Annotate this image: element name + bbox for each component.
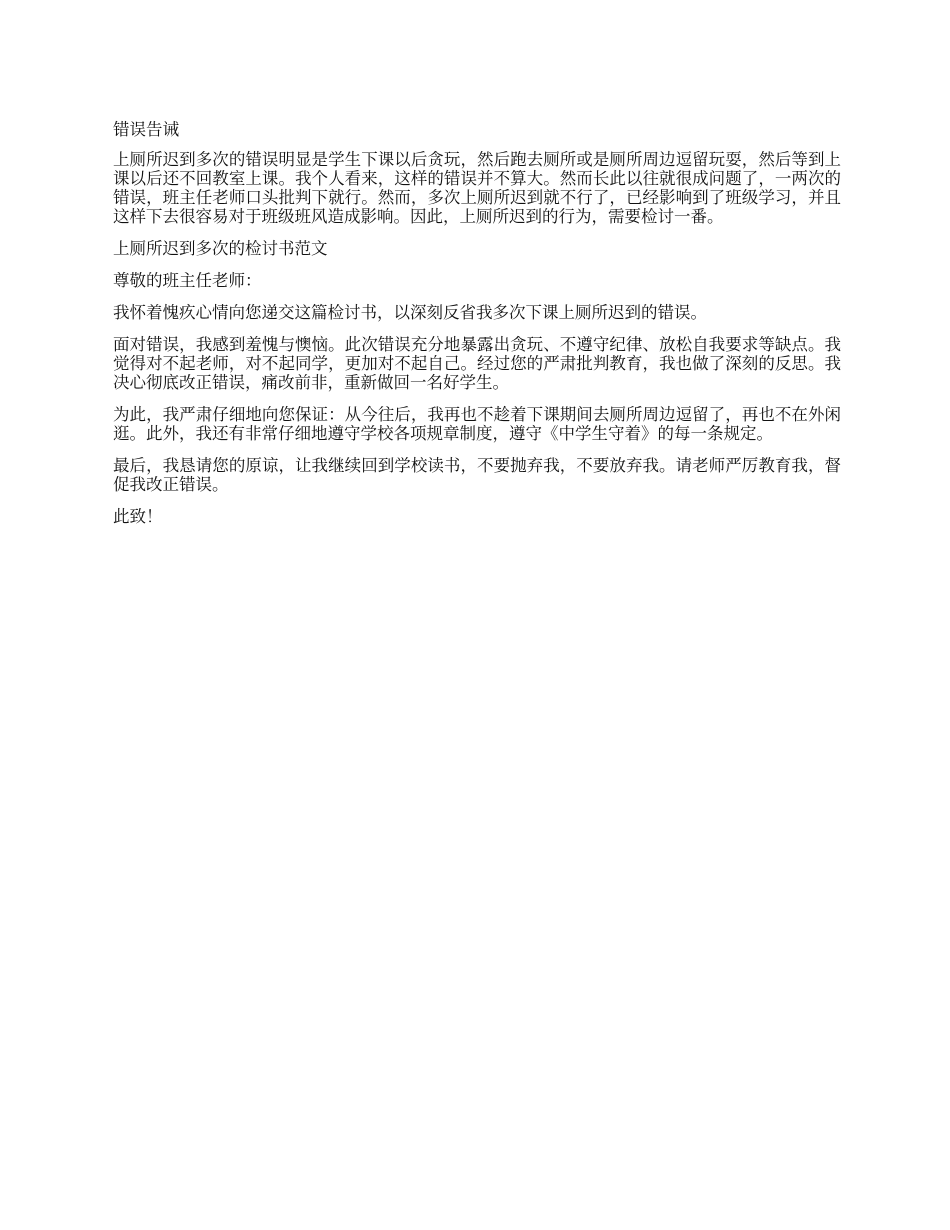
- document-body: [113, 120, 841, 539]
- closing: 此致！: [113, 507, 163, 526]
- document-subtitle: 上厕所迟到多次的检讨书范文: [113, 239, 328, 258]
- body-paragraph-4: 最后，我恳请您的原谅，让我继续回到学校读书，不要抛弃我，不要放弃我。请老师严厉教育我，督促我改正错误。: [113, 456, 841, 494]
- intro-paragraph: 上厕所迟到多次的错误明显是学生下课以后贪玩，然后跑去厕所或是厕所周边逗留玩耍，然后等到上课以后还不回教室上课。我个人看来，这样的错误并不算大。然而长此以往就很成问题了，一两次的错误，班主任老师口头批判下就行。然而，多次上厕所迟到就不行了，已经影响到了班级学习，并且这样下去很容易对于班级班风造成影响。因此，上厕所迟到的行为，需要检讨一番。: [113, 150, 841, 226]
- salutation: 尊敬的班主任老师：: [113, 271, 262, 290]
- body-paragraph-1: 我怀着愧疚心情向您递交这篇检讨书，以深刻反省我多次下课上厕所迟到的错误。: [113, 303, 707, 322]
- body-paragraph-3: 为此，我严肃仔细地向您保证：从今往后，我再也不趁着下课期间去厕所周边逗留了，再也不在外闲逛。此外，我还有非常仔细地遵守学校各项规章制度，遵守《中学生守着》的每一条规定。: [113, 405, 841, 443]
- document-heading: 错误告诫: [113, 120, 179, 139]
- body-paragraph-2: 面对错误，我感到羞愧与懊恼。此次错误充分地暴露出贪玩、不遵守纪律、放松自我要求等缺点。我觉得对不起老师，对不起同学，更加对不起自己。经过您的严肃批判教育，我也做了深刻的反思。我决心彻底改正错误，痛改前非，重新做回一名好学生。: [113, 335, 841, 392]
